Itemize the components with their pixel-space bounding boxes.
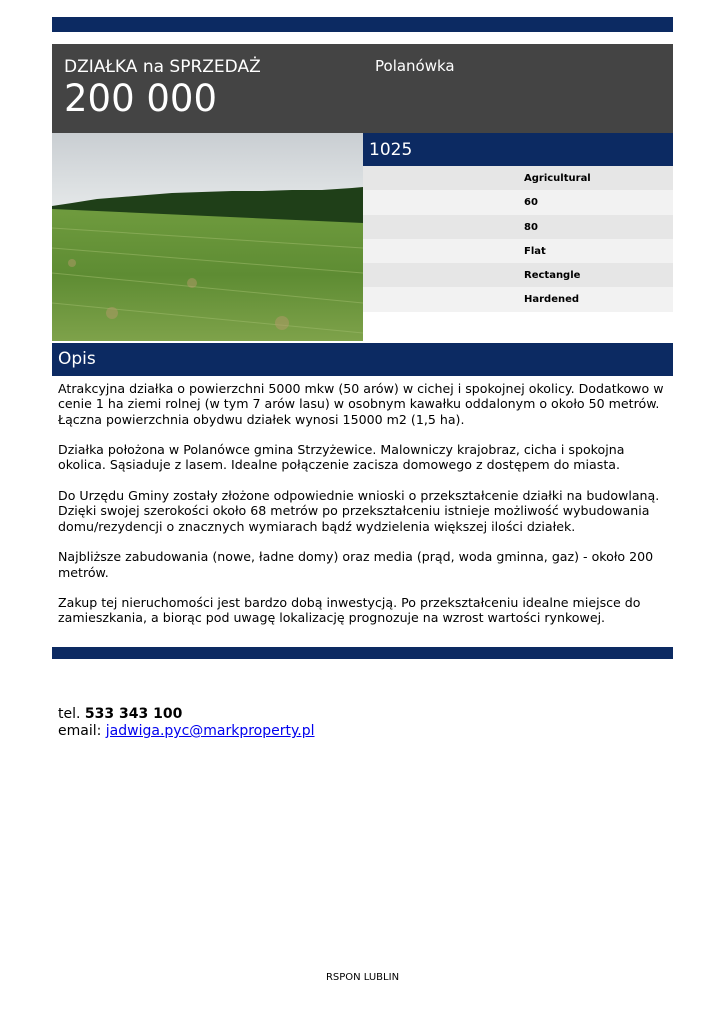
description-paragraph: Do Urzędu Gminy zostały złożone odpowiednie wnioski o przekształcenie działki na budowlaną. Dzięki swojej szerokości około 68 metrów po przekształceniu istnieje możliwość wybudowania domu/rezydencji o znacznych wymiarach bądź wydzielenia większej ilości działek. bbox=[58, 488, 660, 534]
phone-label: tel. bbox=[58, 706, 81, 722]
top-accent-bar bbox=[52, 17, 673, 32]
area-bar bbox=[363, 133, 673, 166]
phone-number: 533 343 100 bbox=[84, 706, 183, 722]
phone-line bbox=[58, 706, 315, 723]
param-value: Agricultural bbox=[524, 173, 591, 184]
listing-price: 200 000 bbox=[64, 77, 218, 120]
param-value: Flat bbox=[524, 245, 546, 257]
listing-title: DZIAŁKA na SPRZEDAŻ bbox=[64, 57, 261, 77]
footer-text: RSPON LUBLIN bbox=[325, 972, 400, 983]
contact-block bbox=[58, 706, 315, 740]
bottom-accent-bar bbox=[52, 647, 673, 659]
description-paragraph: Najbliższe zabudowania (nowe, ładne domy) oraz media (prąd, woda gminna, gaz) - około 200 metrów. bbox=[58, 549, 654, 580]
description-heading-bar bbox=[52, 343, 673, 376]
param-value: Hardened bbox=[524, 294, 580, 306]
param-row bbox=[363, 239, 673, 263]
param-row bbox=[363, 166, 673, 190]
param-row bbox=[363, 215, 673, 239]
email-line bbox=[58, 723, 315, 740]
param-value: 60 bbox=[524, 197, 538, 209]
param-value: 80 bbox=[524, 221, 538, 233]
description-paragraph: Zakup tej nieruchomości jest bardzo dobą inwestycją. Po przekształceniu idealne miejsce do zamieszkania, a biorąc pod uwagę lokalizację prognozuje na wzrost wartości rynkowej. bbox=[58, 595, 641, 626]
description-paragraph: Atrakcyjna działka o powierzchni 5000 mkw (50 arów) w cichej i spokojnej okolicy. Dodatkowo w cenie 1 ha ziemi rolnej (w tym 7 arów lasu) w osobnym kawałku oddalonym o około 50 metrów. Łączna powierzchnia obydwu działek wynosi 15000 m2 (1,5 ha). bbox=[58, 381, 664, 427]
property-photo bbox=[52, 133, 363, 341]
listing-header bbox=[52, 44, 673, 133]
param-row bbox=[363, 190, 673, 214]
description-body bbox=[58, 381, 668, 641]
parameters-table bbox=[363, 166, 673, 312]
email-link[interactable]: jadwiga.pyc@markproperty.pl bbox=[105, 723, 315, 739]
area-value: 1025 bbox=[369, 140, 413, 160]
description-paragraph: Działka położona w Polanówce gmina Strzyżewice. Malowniczy krajobraz, cicha i spokojna okolica. Sąsiaduje z lasem. Idealne połączenie zacisza domowego z dostępem do miasta. bbox=[58, 442, 625, 473]
description-heading: Opis bbox=[58, 349, 96, 369]
listing-location: Polanówka bbox=[375, 57, 455, 75]
param-value: Rectangle bbox=[524, 270, 581, 282]
email-label: email: bbox=[58, 723, 102, 739]
param-row bbox=[363, 287, 673, 311]
param-row bbox=[363, 263, 673, 287]
